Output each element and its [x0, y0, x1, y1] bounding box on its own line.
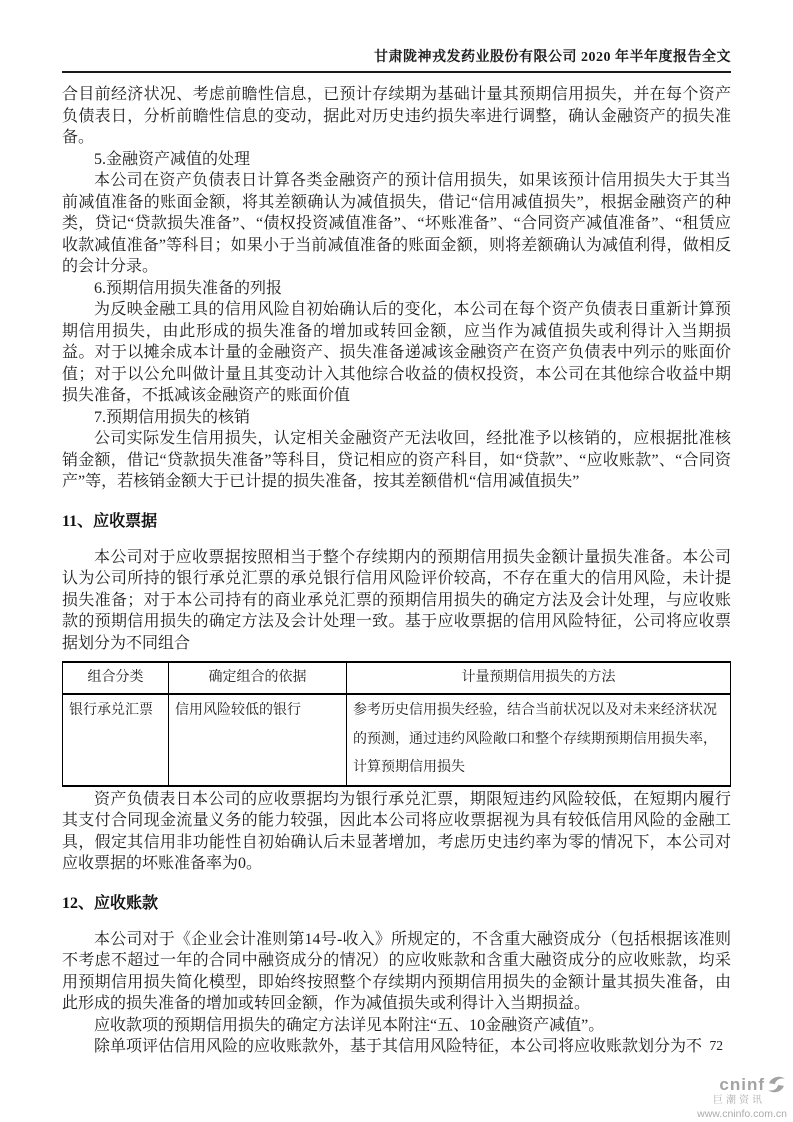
receivables-portfolio-table	[62, 661, 731, 787]
paragraph-continuation: 合目前经济状况、考虑前瞻性信息，已预计存续期为基础计量其预期信用损失，并在每个资产负债表日，分析前瞻性信息的变动，据此对历史违约损失率进行调整，确认金融资产的损失准备。	[62, 86, 731, 146]
table-header-ecl-method: 计量预期信用损失的方法	[347, 662, 731, 694]
cninfo-logo-url: www.cninfo.com.cn	[697, 1107, 787, 1120]
section-12-para1: 本公司对于《企业会计准则第14号-收入》所规定的，不含重大融资成分（包括根据该准则不考虑不超过一年的合同中融资成分的情况）的应收账款和含重大融资成分的应收账款，均采用预期信用损失简化模型，即始终按照整个存续期内预期信用损失的金额计量其损失准备，由此形成的损失准备的增加或转回金额，作为减值损失或利得计入当期损益。	[62, 930, 731, 1012]
table-header-row	[63, 662, 731, 694]
page-content	[62, 84, 731, 1058]
table-row	[63, 694, 731, 786]
page-number: 72	[709, 1038, 723, 1053]
item5-heading: 5.金融资产减值的处理	[94, 150, 251, 168]
table-header-portfolio-basis: 确定组合的依据	[169, 662, 347, 694]
table-cell-portfolio-basis: 信用风险较低的银行	[169, 694, 347, 786]
cninfo-logo-row	[697, 1074, 787, 1095]
page-header	[62, 0, 731, 73]
item7-body: 公司实际发生信用损失，认定相关金融资产无法收回，经批准予以核销的，应根据批准核销金额，借记“贷款损失准备”等科目，贷记相应的资产科目，如“贷款”、“应收账款”、“合同资产”等，若核销金额大于已计提的损失准备，按其差额借机“信用减值损失”	[62, 430, 731, 490]
table-header-portfolio-class: 组合分类	[63, 662, 169, 694]
cninfo-logo-subtitle: 巨潮资讯	[713, 1095, 765, 1106]
cninfo-logo-text: cninf	[719, 1074, 765, 1094]
section-12-para2: 应收款项的预期信用损失的确定方法详见本附注“五、10金融资产减值”。	[94, 1016, 605, 1034]
section-11-after-table: 资产负债表日本公司的应收票据均为银行承兑汇票，期限短违约风险较低，在短期内履行其支付合同现金流量义务的能力较强，因此本公司将应收票据视为具有较低信用风险的金融工具，假定其信用非功能性自初始确认后未显著增加，考虑历史违约率为零的情况下，本公司对应收票据的坏账准备率为0。	[62, 790, 731, 872]
table-cell-portfolio-class: 银行承兑汇票	[63, 694, 169, 786]
section-11-heading: 11、应收票据	[62, 512, 158, 530]
section-12-heading: 12、应收账款	[62, 894, 159, 912]
document-title: 甘肃陇神戎发药业股份有限公司 2020 年半年度报告全文	[374, 50, 731, 65]
section-11-body: 本公司对于应收票据按照相当于整个存续期内的预期信用损失金额计量损失准备。本公司认为公司所持的银行承兑汇票的承兑银行信用风险评价较高，不存在重大的信用风险，未计提损失准备；对于本公司持有的商业承兑汇票的预期信用损失的确定方法及会计处理，与应收账款的预期信用损失的确定方法及会计处理一致。基于应收票据的信用风险特征，公司将应收票据划分为不同组合	[62, 548, 731, 652]
table-cell-ecl-method: 参考历史信用损失经验，结合当前状况以及对未来经济状况的预测，通过违约风险敞口和整个存续期预期信用损失率，计算预期信用损失	[347, 694, 731, 786]
item6-body: 为反映金融工具的信用风险自初始确认后的变化，本公司在每个资产负债表日重新计算预期信用损失，由此形成的损失准备的增加或转回金额，应当作为减值损失或利得计入当期损益。对于以摊余成本计量的金融资产、损失准备递减该金融资产在资产负债表中列示的账面价值；对于以公允叫做计量且其变动计入其他综合收益的债权投资，本公司在其他综合收益中期损失准备，不抵减该金融资产的账面价值	[62, 301, 731, 404]
cninfo-logo	[697, 1074, 787, 1120]
section-12-para3: 除单项评估信用风险的应收账款外，基于其信用风险特征，本公司将应收账款划分为不	[94, 1038, 703, 1055]
item6-heading: 6.预期信用损失准备的列报	[94, 279, 283, 297]
cninfo-swirl-icon	[766, 1074, 787, 1095]
item5-body: 本公司在资产负债表日计算各类金融资产的预计信用损失，如果该预计信用损失大于其当前减值准备的账面金额，将其差额确认为减值损失，借记“信用减值损失”，根据金融资产的种类，贷记“贷款损失准备”、“债权投资减值准备”、“坏账准备”、“合同资产减值准备”、“租赁应收款减值准备”等科目；如果小于当前减值准备的账面金额，则将差额确认为减值利得，做相反的会计分录。	[62, 172, 731, 275]
item7-heading: 7.预期信用损失的核销	[94, 408, 251, 426]
